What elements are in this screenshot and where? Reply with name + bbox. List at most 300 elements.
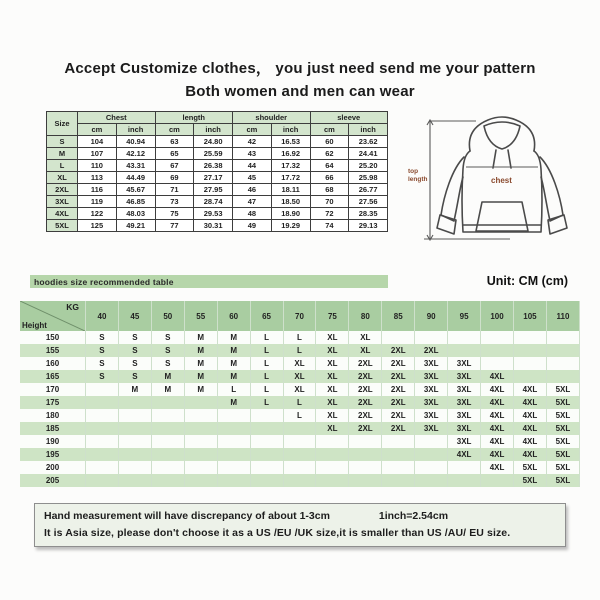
recommended-size-cell: 4XL [448, 448, 481, 461]
measurement-value: 65 [155, 148, 194, 160]
recommended-size-cell: S [151, 357, 184, 370]
measurement-value: 29.13 [349, 220, 388, 232]
recommended-size-cell: 2XL [382, 383, 415, 396]
measurement-value: 45 [233, 172, 272, 184]
measure-group-header: shoulder [233, 112, 311, 124]
measurement-value: 77 [155, 220, 194, 232]
recommended-size-cell [349, 474, 382, 487]
unit-subheader: cm [155, 124, 194, 136]
recommended-size-cell [151, 474, 184, 487]
measurement-value: 75 [155, 208, 194, 220]
measurement-value: 18.50 [271, 196, 310, 208]
height-label: 170 [20, 383, 86, 396]
measurement-value: 45.67 [116, 184, 155, 196]
recommended-size-cell: XL [316, 383, 349, 396]
unit-subheader: cm [78, 124, 117, 136]
measurement-value: 16.92 [271, 148, 310, 160]
measurement-value: 27.56 [349, 196, 388, 208]
size-row [47, 172, 388, 184]
measurement-value: 60 [310, 136, 349, 148]
measurement-value: 24.41 [349, 148, 388, 160]
recommended-size-cell [316, 435, 349, 448]
recommended-size-cell: S [86, 370, 119, 383]
matrix-header-row [20, 301, 580, 331]
recommended-size-cell [481, 331, 514, 344]
measurement-value: 42 [233, 136, 272, 148]
recommended-size-cell: XL [283, 370, 316, 383]
measurement-value: 48 [233, 208, 272, 220]
recommended-size-cell [184, 435, 217, 448]
recommended-size-cell [349, 448, 382, 461]
recommended-size-cell: S [118, 357, 151, 370]
unit-subheader: inch [194, 124, 233, 136]
right-cuff [548, 215, 567, 234]
recommended-size-cell: 5XL [546, 409, 579, 422]
weight-header: 55 [184, 301, 217, 331]
measurement-value: 67 [155, 160, 194, 172]
recommended-size-cell [184, 474, 217, 487]
matrix-row [20, 461, 580, 474]
matrix-row [20, 409, 580, 422]
recommended-size-cell: 3XL [448, 357, 481, 370]
measurement-value: 125 [78, 220, 117, 232]
recommended-size-cell: 4XL [513, 448, 546, 461]
recommended-size-cell: 4XL [513, 409, 546, 422]
measurement-value: 43 [233, 148, 272, 160]
recommended-size-cell [184, 422, 217, 435]
recommended-size-cell: M [217, 344, 250, 357]
recommended-size-cell [151, 461, 184, 474]
recommended-size-cell [217, 422, 250, 435]
weight-header: 85 [382, 301, 415, 331]
recommended-size-cell: 3XL [415, 396, 448, 409]
measurement-value: 48.03 [116, 208, 155, 220]
size-row [47, 184, 388, 196]
recommended-size-cell: 5XL [546, 448, 579, 461]
measurement-value: 25.98 [349, 172, 388, 184]
recommended-size-cell: M [217, 370, 250, 383]
recommended-size-cell: M [217, 357, 250, 370]
height-label: 190 [20, 435, 86, 448]
recommended-size-cell: M [184, 383, 217, 396]
weight-header: 70 [283, 301, 316, 331]
recommended-size-cell: 3XL [415, 409, 448, 422]
recommended-size-cell: 5XL [546, 435, 579, 448]
recommended-size-cell: 4XL [513, 383, 546, 396]
recommended-size-cell [118, 435, 151, 448]
kangaroo-pocket [476, 202, 528, 231]
recommended-size-cell: 5XL [546, 396, 579, 409]
measurement-value: 104 [78, 136, 117, 148]
recommend-table-title-bar [30, 275, 388, 288]
measurement-value: 49 [233, 220, 272, 232]
recommended-size-cell [546, 357, 579, 370]
measurement-value: 69 [155, 172, 194, 184]
measurement-value: 116 [78, 184, 117, 196]
recommended-size-cell: 5XL [546, 422, 579, 435]
measurement-value: 68 [310, 184, 349, 196]
weight-header: 95 [448, 301, 481, 331]
matrix-row [20, 396, 580, 409]
measurement-value: 18.90 [271, 208, 310, 220]
recommended-size-cell: S [151, 344, 184, 357]
recommended-size-cell: M [151, 370, 184, 383]
recommended-size-cell [316, 461, 349, 474]
measurement-value: 73 [155, 196, 194, 208]
recommended-size-cell [349, 435, 382, 448]
size-row [47, 136, 388, 148]
recommended-size-cell: XL [316, 396, 349, 409]
drawstrings [493, 150, 511, 168]
recommended-size-cell [546, 344, 579, 357]
measurement-value: 16.53 [271, 136, 310, 148]
measurement-value: 70 [310, 196, 349, 208]
recommended-size-cell [118, 396, 151, 409]
recommended-size-cell: 2XL [382, 357, 415, 370]
recommended-size-cell: 2XL [382, 396, 415, 409]
recommended-size-cell: XL [316, 422, 349, 435]
recommended-size-cell [184, 461, 217, 474]
measurement-value: 66 [310, 172, 349, 184]
recommended-size-cell [217, 435, 250, 448]
weight-header: 50 [151, 301, 184, 331]
recommended-size-cell: S [118, 331, 151, 344]
recommended-size-cell [415, 435, 448, 448]
measurement-value: 44.49 [116, 172, 155, 184]
recommended-size-cell [448, 474, 481, 487]
measurement-value: 47 [233, 196, 272, 208]
recommended-size-cell: 2XL [349, 422, 382, 435]
measurement-value: 122 [78, 208, 117, 220]
recommended-size-cell [151, 435, 184, 448]
measurement-value: 119 [78, 196, 117, 208]
measurement-value: 19.29 [271, 220, 310, 232]
recommended-size-cell: 3XL [448, 396, 481, 409]
recommended-size-cell: 4XL [513, 435, 546, 448]
notice-line-1 [44, 510, 556, 522]
recommended-size-cell: 2XL [349, 383, 382, 396]
recommended-size-cell [283, 448, 316, 461]
recommended-size-cell: L [283, 331, 316, 344]
weight-header: 60 [217, 301, 250, 331]
recommended-size-cell [217, 461, 250, 474]
recommended-size-cell: 4XL [481, 435, 514, 448]
recommended-size-cell [118, 474, 151, 487]
recommended-size-cell [250, 435, 283, 448]
recommended-size-cell [513, 370, 546, 383]
matrix-corner-header [20, 301, 86, 331]
measurement-value: 24.80 [194, 136, 233, 148]
recommended-size-cell: L [250, 344, 283, 357]
weight-header: 110 [546, 301, 579, 331]
measurement-value: 46.85 [116, 196, 155, 208]
recommended-size-cell: XL [316, 370, 349, 383]
size-table-subheader-row [47, 124, 388, 136]
recommended-size-cell [86, 383, 119, 396]
recommended-size-cell [415, 448, 448, 461]
hoodie-diagram [406, 105, 594, 253]
body-outline [462, 151, 542, 232]
measurement-value: 71 [155, 184, 194, 196]
measurement-value: 17.32 [271, 160, 310, 172]
weight-header: 100 [481, 301, 514, 331]
recommended-size-cell [217, 409, 250, 422]
recommended-size-cell: M [151, 383, 184, 396]
recommended-size-cell: 2XL [382, 422, 415, 435]
recommended-size-cell [184, 409, 217, 422]
measure-group-header: sleeve [310, 112, 388, 124]
recommended-size-cell: 3XL [415, 370, 448, 383]
measure-group-header: Chest [78, 112, 156, 124]
weight-axis-label: KG [66, 302, 79, 312]
recommended-size-cell [513, 331, 546, 344]
weight-header: 105 [513, 301, 546, 331]
recommended-size-cell: 4XL [481, 383, 514, 396]
recommended-size-cell: 3XL [448, 435, 481, 448]
recommended-size-cell: 2XL [382, 370, 415, 383]
recommended-size-cell: 4XL [481, 422, 514, 435]
size-label: S [47, 136, 78, 148]
size-corner-header: Size [47, 112, 78, 136]
matrix-row [20, 448, 580, 461]
recommended-size-cell [546, 370, 579, 383]
recommended-size-cell [217, 474, 250, 487]
measurement-value: 28.74 [194, 196, 233, 208]
matrix-row [20, 331, 580, 344]
measurement-value: 62 [310, 148, 349, 160]
recommended-size-cell: 3XL [448, 409, 481, 422]
unit-subheader: cm [233, 124, 272, 136]
size-label: M [47, 148, 78, 160]
measurement-value: 25.59 [194, 148, 233, 160]
height-axis-label: Height [22, 321, 47, 330]
left-cuff [437, 215, 456, 234]
recommended-size-cell: S [151, 331, 184, 344]
recommended-size-cell: M [184, 331, 217, 344]
measurement-value: 107 [78, 148, 117, 160]
recommended-size-cell: L [217, 383, 250, 396]
height-label: 180 [20, 409, 86, 422]
recommended-size-cell [283, 474, 316, 487]
size-row [47, 208, 388, 220]
recommended-size-cell: M [217, 331, 250, 344]
recommended-size-cell [151, 396, 184, 409]
recommended-size-cell: M [184, 357, 217, 370]
chest-label: chest [491, 176, 512, 185]
recommended-size-cell: 5XL [546, 383, 579, 396]
recommended-size-cell [250, 409, 283, 422]
recommended-size-cell: 2XL [349, 409, 382, 422]
recommended-size-cell: 2XL [382, 409, 415, 422]
measurement-value: 28.35 [349, 208, 388, 220]
size-row [47, 196, 388, 208]
recommended-size-cell: 4XL [513, 422, 546, 435]
measurement-value: 18.11 [271, 184, 310, 196]
measurement-value: 113 [78, 172, 117, 184]
measurement-value: 27.95 [194, 184, 233, 196]
recommended-size-cell: XL [349, 344, 382, 357]
measurement-value: 64 [310, 160, 349, 172]
recommended-size-cell: 2XL [349, 357, 382, 370]
recommended-size-cell: 4XL [481, 448, 514, 461]
recommended-size-cell: 3XL [448, 370, 481, 383]
recommended-size-cell: S [86, 344, 119, 357]
measurement-value: 29.53 [194, 208, 233, 220]
recommended-size-cell [283, 461, 316, 474]
recommended-size-cell: 2XL [349, 370, 382, 383]
matrix-row [20, 422, 580, 435]
recommended-size-cell: M [217, 396, 250, 409]
recommended-size-cell [283, 422, 316, 435]
size-row [47, 220, 388, 232]
recommended-size-cell: XL [316, 344, 349, 357]
size-table-body [47, 136, 388, 232]
height-label: 150 [20, 331, 86, 344]
recommended-size-cell [415, 331, 448, 344]
recommended-size-cell: S [118, 344, 151, 357]
size-label: 5XL [47, 220, 78, 232]
recommended-size-cell: 3XL [448, 383, 481, 396]
recommended-size-cell [415, 474, 448, 487]
left-sleeve [441, 157, 464, 221]
matrix-row [20, 435, 580, 448]
height-label: 185 [20, 422, 86, 435]
inch-conversion-note: 1inch=2.54cm [378, 510, 449, 522]
height-label: 205 [20, 474, 86, 487]
recommended-size-cell [448, 344, 481, 357]
size-row [47, 148, 388, 160]
measurement-value: 74 [310, 220, 349, 232]
height-label: 195 [20, 448, 86, 461]
size-label: 4XL [47, 208, 78, 220]
recommended-size-cell [382, 448, 415, 461]
recommended-size-cell [184, 396, 217, 409]
notice-box [34, 503, 566, 547]
measurement-value: 49.21 [116, 220, 155, 232]
unit-subheader: inch [349, 124, 388, 136]
recommended-size-cell: M [184, 344, 217, 357]
measurement-value: 44 [233, 160, 272, 172]
size-label: 2XL [47, 184, 78, 196]
recommended-size-cell: L [283, 409, 316, 422]
recommended-size-cell [481, 357, 514, 370]
recommended-size-cell: 5XL [546, 474, 579, 487]
right-sleeve [540, 157, 563, 221]
recommended-size-cell [283, 435, 316, 448]
weight-header: 80 [349, 301, 382, 331]
recommended-size-cell [448, 331, 481, 344]
unit-subheader: inch [271, 124, 310, 136]
hoodie-sketch-icon [406, 105, 594, 253]
recommended-size-cell [184, 448, 217, 461]
matrix-row [20, 370, 580, 383]
height-label: 155 [20, 344, 86, 357]
height-label: 160 [20, 357, 86, 370]
recommended-size-cell: XL [316, 331, 349, 344]
recommended-size-cell [316, 448, 349, 461]
top-length-label-line2: length [408, 176, 428, 183]
recommended-size-cell [86, 461, 119, 474]
matrix-row [20, 383, 580, 396]
recommended-size-cell [382, 435, 415, 448]
garment-size-table [46, 111, 388, 232]
measurement-value: 25.20 [349, 160, 388, 172]
matrix-row [20, 474, 580, 487]
weight-header: 90 [415, 301, 448, 331]
recommended-size-cell: S [86, 331, 119, 344]
recommended-size-cell [118, 422, 151, 435]
measurement-value: 72 [310, 208, 349, 220]
measurement-value: 30.31 [194, 220, 233, 232]
measurement-value: 46 [233, 184, 272, 196]
recommended-size-cell [86, 396, 119, 409]
page-title [0, 0, 600, 103]
recommended-size-cell [118, 461, 151, 474]
recommended-size-cell: 4XL [481, 409, 514, 422]
recommended-size-cell: L [250, 370, 283, 383]
recommended-size-cell: XL [283, 357, 316, 370]
recommended-size-cell [250, 448, 283, 461]
measurement-value: 26.38 [194, 160, 233, 172]
height-label: 175 [20, 396, 86, 409]
notice-line-2: It is Asia size, please don't choose it as a US /EU /UK size,it is smaller than US /AU/ EU size. [44, 527, 511, 539]
recommended-size-cell [151, 409, 184, 422]
recommended-size-cell [86, 422, 119, 435]
size-label: 3XL [47, 196, 78, 208]
recommended-size-cell [118, 409, 151, 422]
recommended-size-cell: XL [316, 409, 349, 422]
recommended-size-cell: XL [349, 331, 382, 344]
matrix-row [20, 357, 580, 370]
recommended-size-cell: L [283, 396, 316, 409]
recommended-size-cell [382, 331, 415, 344]
recommended-size-cell [546, 331, 579, 344]
measurement-value: 17.72 [271, 172, 310, 184]
recommended-size-cell [415, 461, 448, 474]
recommended-size-cell: 5XL [513, 461, 546, 474]
recommended-size-cell [349, 461, 382, 474]
recommended-size-cell [481, 344, 514, 357]
recommended-size-cell: 5XL [513, 474, 546, 487]
recommend-header-row [30, 275, 600, 291]
recommended-size-cell: L [283, 344, 316, 357]
recommended-size-cell: L [250, 383, 283, 396]
recommended-size-cell: XL [283, 383, 316, 396]
recommended-size-cell [118, 448, 151, 461]
recommended-size-cell: 3XL [415, 422, 448, 435]
matrix-body [20, 331, 580, 487]
measurement-value: 63 [155, 136, 194, 148]
height-label: 200 [20, 461, 86, 474]
recommended-size-cell: 3XL [415, 357, 448, 370]
recommended-size-cell [250, 461, 283, 474]
size-label: L [47, 160, 78, 172]
size-label: XL [47, 172, 78, 184]
hood-opening [484, 122, 520, 149]
measurement-value: 42.12 [116, 148, 155, 160]
recommended-size-cell: M [118, 383, 151, 396]
recommended-size-cell: 2XL [382, 344, 415, 357]
recommended-size-cell [448, 461, 481, 474]
measurement-value: 43.31 [116, 160, 155, 172]
recommended-size-cell: 3XL [448, 422, 481, 435]
height-weight-size-matrix [20, 301, 580, 487]
unit-subheader: inch [116, 124, 155, 136]
recommended-size-cell [151, 422, 184, 435]
recommended-size-cell: S [86, 357, 119, 370]
recommended-size-cell [250, 474, 283, 487]
unit-label: Unit: CM (cm) [486, 274, 568, 288]
